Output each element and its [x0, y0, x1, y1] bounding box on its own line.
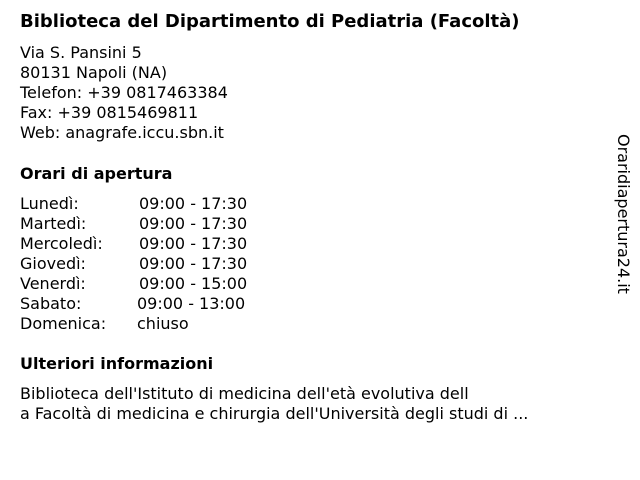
time-range: 09:00 - 17:30	[139, 194, 248, 213]
library-title: Biblioteca del Dipartimento di Pediatria (Facoltà)	[20, 11, 520, 32]
day-label: Martedì:	[20, 214, 87, 233]
time-range: 09:00 - 17:30	[139, 214, 248, 233]
day-label: Mercoledì:	[20, 234, 103, 253]
street-address: Via S. Pansini 5	[20, 43, 142, 62]
more-info-text	[20, 384, 528, 424]
phone-number: Telefon: +39 0817463384	[20, 83, 228, 102]
day-label: Sabato:	[20, 294, 82, 313]
day-label: Domenica:	[20, 314, 107, 333]
watermark-text: Oraridiapertura24.it	[614, 134, 633, 294]
site-watermark	[610, 134, 636, 310]
time-range: 09:00 - 15:00	[139, 274, 248, 293]
time-range: 09:00 - 13:00	[137, 294, 246, 313]
time-range: 09:00 - 17:30	[139, 254, 248, 273]
city-postcode: 80131 Napoli (NA)	[20, 63, 168, 82]
website: Web: anagrafe.iccu.sbn.it	[20, 123, 224, 142]
contact-block	[20, 43, 228, 143]
time-range: 09:00 - 17:30	[139, 234, 248, 253]
day-label: Lunedì:	[20, 194, 79, 213]
day-label: Giovedì:	[20, 254, 86, 273]
more-info-line: a Facoltà di medicina e chirurgia dell'Università degli studi di ...	[20, 404, 529, 423]
day-label: Venerdì:	[20, 274, 86, 293]
opening-hours-heading: Orari di apertura	[20, 164, 173, 183]
time-range: chiuso	[137, 314, 189, 333]
more-info-line: Biblioteca dell'Istituto di medicina dell'età evolutiva dell	[20, 384, 469, 403]
more-info-heading: Ulteriori informazioni	[20, 354, 214, 373]
fax-number: Fax: +39 0815469811	[20, 103, 199, 122]
